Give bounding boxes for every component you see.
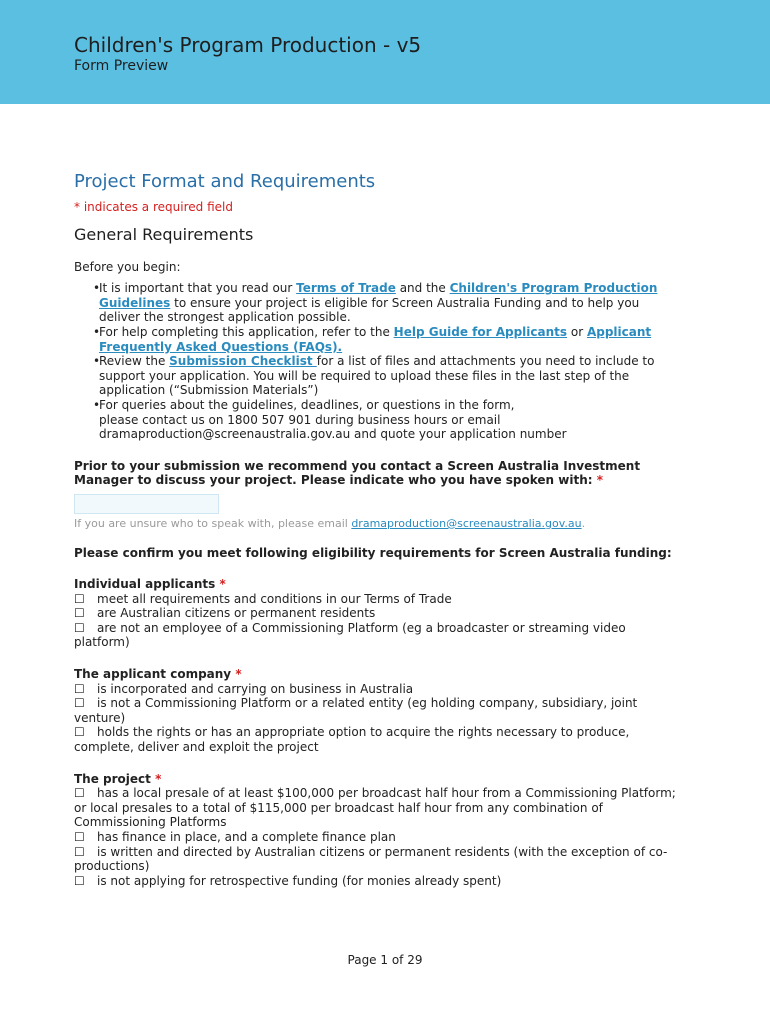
bullet-icon: • xyxy=(93,281,101,296)
form-title: Children's Program Production - v5 xyxy=(74,33,422,57)
eligibility-group-title xyxy=(74,577,680,592)
contact-hint xyxy=(74,517,680,532)
guidelines-link[interactable]: Children's Program Production Guidelines xyxy=(99,281,658,310)
checkbox-icon[interactable]: ☐ xyxy=(74,830,85,844)
checkbox-item xyxy=(74,682,680,697)
checkbox-label: is incorporated and carrying on business in Australia xyxy=(97,681,414,696)
checkbox-icon[interactable]: ☐ xyxy=(74,725,85,740)
submission-checklist-link[interactable]: Submission Checklist xyxy=(169,354,317,369)
group-title-text: The project xyxy=(74,771,151,786)
before-you-begin-label: Before you begin: xyxy=(74,259,181,274)
required-asterisk: * xyxy=(596,473,604,488)
checkbox-label: meet all requirements and conditions in our Terms of Trade xyxy=(97,591,452,606)
checkbox-item xyxy=(74,845,680,874)
checkbox-item xyxy=(74,874,680,889)
group-title-text: The applicant company xyxy=(74,667,232,682)
required-asterisk: * xyxy=(155,771,162,786)
checkbox-icon[interactable]: ☐ xyxy=(74,786,85,801)
form-subtitle: Form Preview xyxy=(74,58,169,74)
instruction-text: or xyxy=(567,324,587,339)
form-content xyxy=(74,170,680,888)
checkbox-item xyxy=(74,830,680,845)
list-item xyxy=(74,398,680,442)
instruction-text: For queries about the guidelines, deadlines, or questions in the form, xyxy=(99,397,515,412)
bullet-icon: • xyxy=(93,324,101,339)
page-number: Page 1 of 29 xyxy=(347,953,423,967)
checkbox-icon[interactable]: ☐ xyxy=(74,620,85,635)
question-text: Prior to your submission we recommend you contact a Screen Australia Investment Manager to discuss your project. Please indicate who you have spoken with: xyxy=(74,458,641,488)
eligibility-groups xyxy=(74,577,680,888)
instruction-text: for a list of files and attachments you need to include to support your application. You will be required to upload these files in the last step of the application (“Submission Materials”) xyxy=(99,354,655,398)
required-asterisk: * xyxy=(235,667,242,682)
header-banner xyxy=(0,0,770,104)
checkbox-item xyxy=(74,606,680,621)
eligibility-group-title xyxy=(74,667,680,682)
checkbox-icon[interactable]: ☐ xyxy=(74,591,85,606)
checkbox-label: is written and directed by Australian citizens or permanent residents (with the exception of co- productions) xyxy=(74,844,668,874)
instruction-text: It is important that you read our xyxy=(99,281,297,296)
checkbox-item xyxy=(74,696,680,725)
spoken-with-input[interactable] xyxy=(74,494,219,514)
help-guide-link[interactable]: Help Guide for Applicants xyxy=(393,324,568,339)
instruction-text: please contact us on 1800 507 901 during business hours or email xyxy=(99,412,501,427)
drama-production-email-link[interactable]: dramaproduction@screenaustralia.gov.au xyxy=(351,516,582,530)
eligibility-title: Please confirm you meet following eligibility requirements for Screen Australia funding: xyxy=(74,545,672,560)
checkbox-icon[interactable]: ☐ xyxy=(74,873,85,888)
checkbox-label: are Australian citizens or permanent residents xyxy=(97,606,376,621)
instruction-text: Review the xyxy=(99,354,170,369)
checkbox-icon[interactable]: ☐ xyxy=(74,606,85,621)
terms-of-trade-link[interactable]: Terms of Trade xyxy=(296,281,396,296)
instruction-text: to ensure your project is eligible for Screen Australia Funding and to help you deliver the strongest application possible. xyxy=(99,295,640,325)
checkbox-icon[interactable]: ☐ xyxy=(74,844,85,859)
instruction-text: dramaproduction@screenaustralia.gov.au and quote your application number xyxy=(99,427,567,442)
checkbox-label: holds the rights or has an appropriate option to acquire the rights necessary to produce, complete, deliver and exploit the project xyxy=(74,725,630,755)
checkbox-label: has finance in place, and a complete finance plan xyxy=(97,830,396,844)
list-item xyxy=(74,281,680,325)
required-field-note: * indicates a required field xyxy=(74,200,233,214)
hint-text: . xyxy=(581,516,586,530)
checkbox-icon[interactable]: ☐ xyxy=(74,681,85,696)
faq-link[interactable]: Applicant Frequently Asked Questions (FAQs). xyxy=(99,324,652,354)
list-item xyxy=(74,354,680,398)
instructions-list xyxy=(74,281,680,442)
required-asterisk: * xyxy=(219,577,226,592)
section-title: Project Format and Requirements xyxy=(74,171,376,192)
instruction-text: For help completing this application, refer to the xyxy=(99,324,394,339)
bullet-icon: • xyxy=(93,397,101,412)
checkbox-item xyxy=(74,725,680,754)
bullet-icon: • xyxy=(93,354,101,369)
instruction-text: and the xyxy=(395,281,450,296)
checkbox-label: is not a Commissioning Platform or a related entity (eg holding company, subsidiary, joint venture) xyxy=(74,696,638,725)
checkbox-label: is not applying for retrospective funding (for monies already spent) xyxy=(97,873,502,888)
eligibility-group-title xyxy=(74,772,680,787)
checkbox-item xyxy=(74,592,680,607)
checkbox-label: are not an employee of a Commissioning Platform (eg a broadcaster or streaming video platform) xyxy=(74,620,626,650)
list-item xyxy=(74,325,680,354)
hint-text: If you are unsure who to speak with, please email xyxy=(74,516,352,530)
general-requirements-heading: General Requirements xyxy=(74,224,254,244)
checkbox-icon[interactable]: ☐ xyxy=(74,696,85,711)
checkbox-label: has a local presale of at least $100,000 per broadcast half hour from a Commissioning Platform; or local presales to a total of $115,000 per broadcast half hour from any combination of Commissioning Platforms xyxy=(74,786,676,830)
contact-question-label xyxy=(74,459,680,488)
checkbox-item xyxy=(74,786,680,830)
checkbox-item xyxy=(74,621,680,650)
group-title-text: Individual applicants xyxy=(74,577,216,592)
